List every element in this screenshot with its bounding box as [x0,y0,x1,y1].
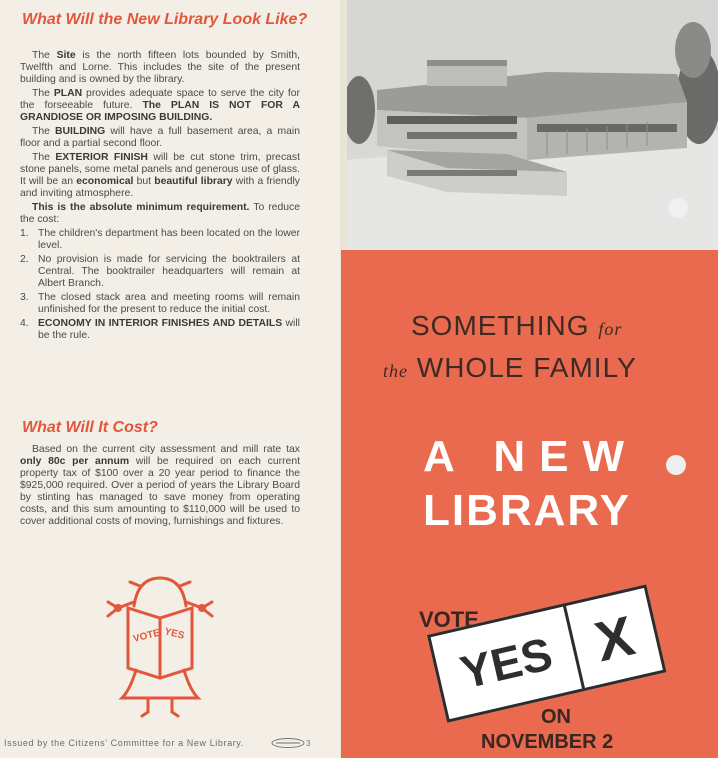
election-date: NOVEMBER 2 [481,731,614,753]
heading-cost-text: What Will It Cost? [22,419,158,436]
union-bug-icon [268,737,314,749]
cost-reduction-list [20,228,300,342]
svg-text:3: 3 [306,739,311,748]
on-label: ON [541,706,571,728]
paragraph-site: The Site is the north fifteen lots bounded by Smith, Twelfth and Lorne. This includes the site of the present building and is owned by the library. [20,50,300,85]
list-item: 2. No provision is made for servicing the booktrailers at Central. The booktrailer headquarters will remain at Albert Branch. [20,254,300,289]
girl-reading-illustration [100,572,220,722]
heading-look-like-text: What Will the New Library Look Like? [22,11,308,28]
library-model-photo [347,0,718,250]
something-text: SOMETHING [411,310,590,341]
a-new-title: A NEW [423,432,639,481]
tagline-line-2 [383,352,637,384]
list-item: 1. The children's department has been located on the lower level. [20,228,300,251]
cover-panel [341,250,718,758]
paragraph-plan: The PLAN provides adequate space to serve the city for the forseeable future. The PLAN IS NOT FOR A GRANDIOSE OR IMPOSING BUILDING. [20,88,300,123]
heading-look-like [22,12,307,28]
ballot-graphic [427,586,661,719]
book-yes-text: YES [163,626,186,642]
library-title: LIBRARY [423,486,631,535]
description-block [20,50,300,344]
punch-hole [666,455,686,475]
paragraph-minimum: This is the absolute minimum requirement. To reduce the cost: [20,202,300,225]
list-item: 3. The closed stack area and meeting rooms will remain unfinished for the present to reduce the initial cost. [20,292,300,315]
for-text: for [598,319,623,339]
paragraph-building: The BUILDING will have a full basement area, a main floor and a partial second floor. [20,126,300,149]
heading-cost [22,420,158,436]
paragraph-cost: Based on the current city assessment and mill rate tax only 80c per annum will be required on each current property tax of $100 over a 20 year period to finance the $925,000 required. Over a period of years the Library Board by stinting has managed to save money from operating costs, and this sum amounting to $110,000 will be used to cover additional costs of moving, furnishings and fixtures. [20,444,300,527]
ballot-yes-box: YES [427,603,586,723]
vote-label: VOTE [419,607,479,632]
footer-issuer: Issued by the Citizens' Committee for a New Library. [4,738,244,748]
the-text: the [383,361,408,381]
building-model-image [347,0,718,250]
paragraph-exterior: The EXTERIOR FINISH will be cut stone trim, precast stone panels, some metal panels and generous use of glass. It will be an economical but beautiful library with a friendly and inviting atmosphere. [20,152,301,199]
book-vote-text: VOTE [132,627,162,645]
cost-block [20,444,300,530]
whole-family-text: WHOLE FAMILY [416,352,637,383]
left-panel [0,0,340,758]
ballot-x-box: X [562,584,666,691]
tagline-line-1 [411,310,622,342]
list-item: 4. ECONOMY IN INTERIOR FINISHES AND DETAILS will be the rule. [20,318,300,341]
